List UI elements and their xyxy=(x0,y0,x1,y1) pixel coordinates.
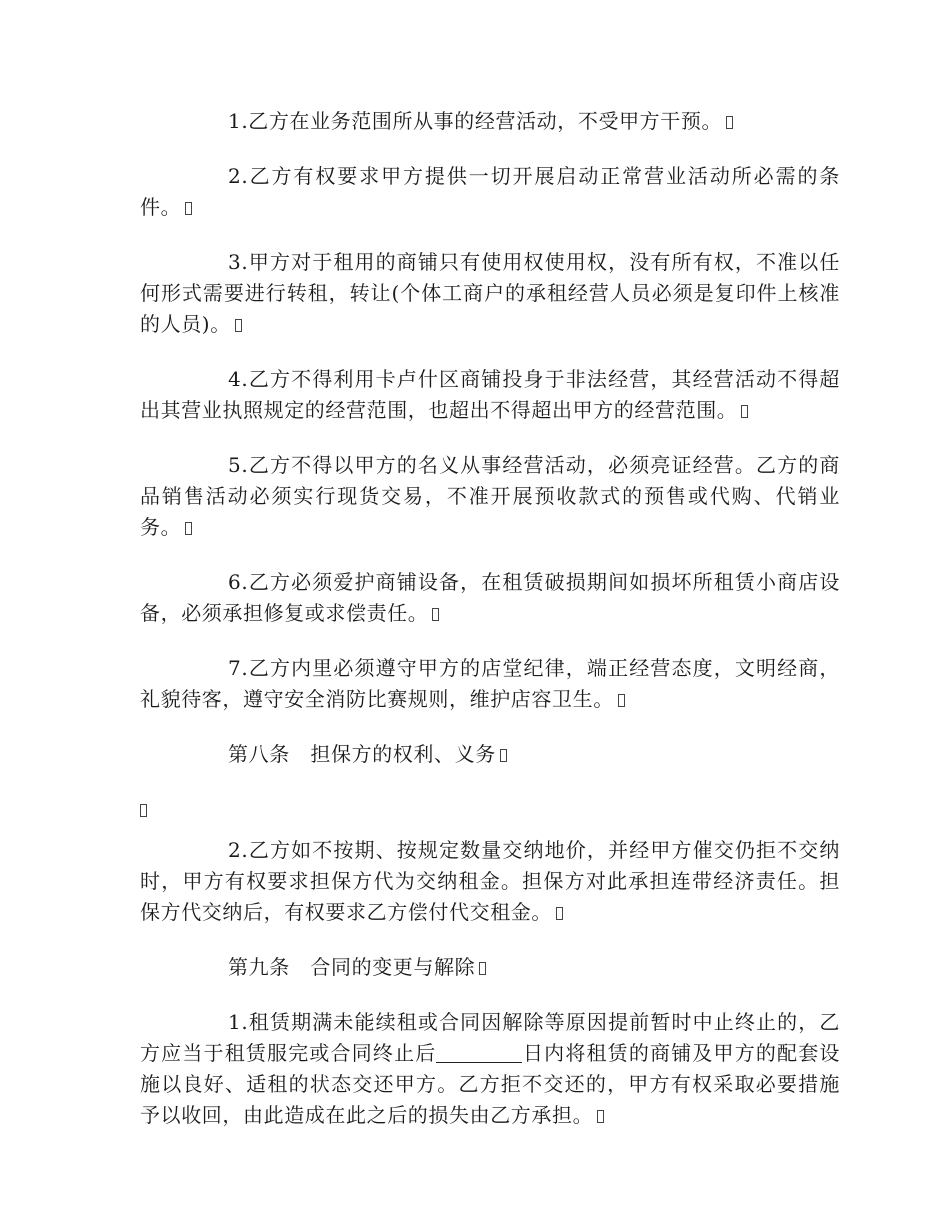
paragraph-mark-icon xyxy=(500,749,507,762)
clause-7-2 xyxy=(140,161,840,223)
heading-text: 第九条 合同的变更与解除 xyxy=(228,955,476,979)
clause-text: 2.乙方如不按期、按规定数量交纳地价，并经甲方催交仍拒不交纳时，甲方有权要求担保方代为交纳租金。担保方对此承担连带经济责任。担保方代交纳后，有权要求乙方偿付代交租金。 xyxy=(140,838,840,924)
clause-9-1 xyxy=(140,1007,840,1131)
paragraph-mark-icon xyxy=(235,319,242,332)
clause-text-part2: 日内将租赁的商铺及甲方的配套设施以良好、适租的状态交还甲方。乙方拒不交还的，甲方有权采取必要措施予以收回，由此造成在此之后的损失由乙方承担。 xyxy=(140,1041,841,1127)
clause-text: 5.乙方不得以甲方的名义从事经营活动，必须亮证经营。乙方的商品销售活动必须实行现货交易，不准开展预收款式的预售或代购、代销业务。 xyxy=(140,453,840,539)
clause-text: 4.乙方不得利用卡卢什区商铺投身于非法经营，其经营活动不得超出其营业执照规定的经营范围，也超出不得超出甲方的经营范围。 xyxy=(140,367,840,422)
clause-text: 3.甲方对于租用的商铺只有使用权使用权，没有所有权，不准以任何形式需要进行转租，转让(个体工商户的承租经营人员必须是复印件上核准的人员)。 xyxy=(140,250,840,336)
heading-text: 第八条 担保方的权利、义务 xyxy=(228,742,496,766)
document-page xyxy=(140,106,840,1155)
paragraph-mark-icon xyxy=(726,116,733,129)
paragraph-mark-icon xyxy=(185,522,192,535)
paragraph-mark-icon xyxy=(479,962,486,975)
clause-7-5 xyxy=(140,450,840,543)
clause-text: 6.乙方必须爱护商铺设备，在租赁破损期间如损坏所租赁小商店设备，必须承担修复或求偿责任。 xyxy=(140,570,840,625)
paragraph-mark-icon xyxy=(140,804,147,817)
clause-8-2 xyxy=(140,835,840,928)
clause-7-6 xyxy=(140,567,840,629)
paragraph-mark-icon xyxy=(432,608,439,621)
empty-paragraph xyxy=(140,794,840,825)
clause-text: 2.乙方有权要求甲方提供一切开展启动正常营业活动所必需的条件。 xyxy=(140,164,840,219)
clause-7-3 xyxy=(140,247,840,340)
paragraph-mark-icon xyxy=(556,907,563,920)
clause-text-part1: 1.租赁期满未能续租或合同因解除等原因提前暂时中止终止的，乙方应当于租赁服完或合同终止后 xyxy=(140,1010,840,1065)
clause-7-7 xyxy=(140,653,840,715)
clause-7-1 xyxy=(140,106,840,137)
paragraph-mark-icon xyxy=(741,405,748,418)
article-8-heading xyxy=(140,739,840,770)
paragraph-mark-icon xyxy=(618,694,625,707)
clause-text: 1.乙方在业务范围所从事的经营活动，不受甲方干预。 xyxy=(228,109,723,133)
fill-in-blank xyxy=(436,1042,522,1063)
paragraph-mark-icon xyxy=(597,1110,604,1123)
clause-7-4 xyxy=(140,364,840,426)
clause-text: 7.乙方内里必须遵守甲方的店堂纪律，端正经营态度，文明经商，礼貌待客，遵守安全消防比赛规则，维护店容卫生。 xyxy=(140,656,840,711)
article-9-heading xyxy=(140,952,840,983)
paragraph-mark-icon xyxy=(185,202,192,215)
